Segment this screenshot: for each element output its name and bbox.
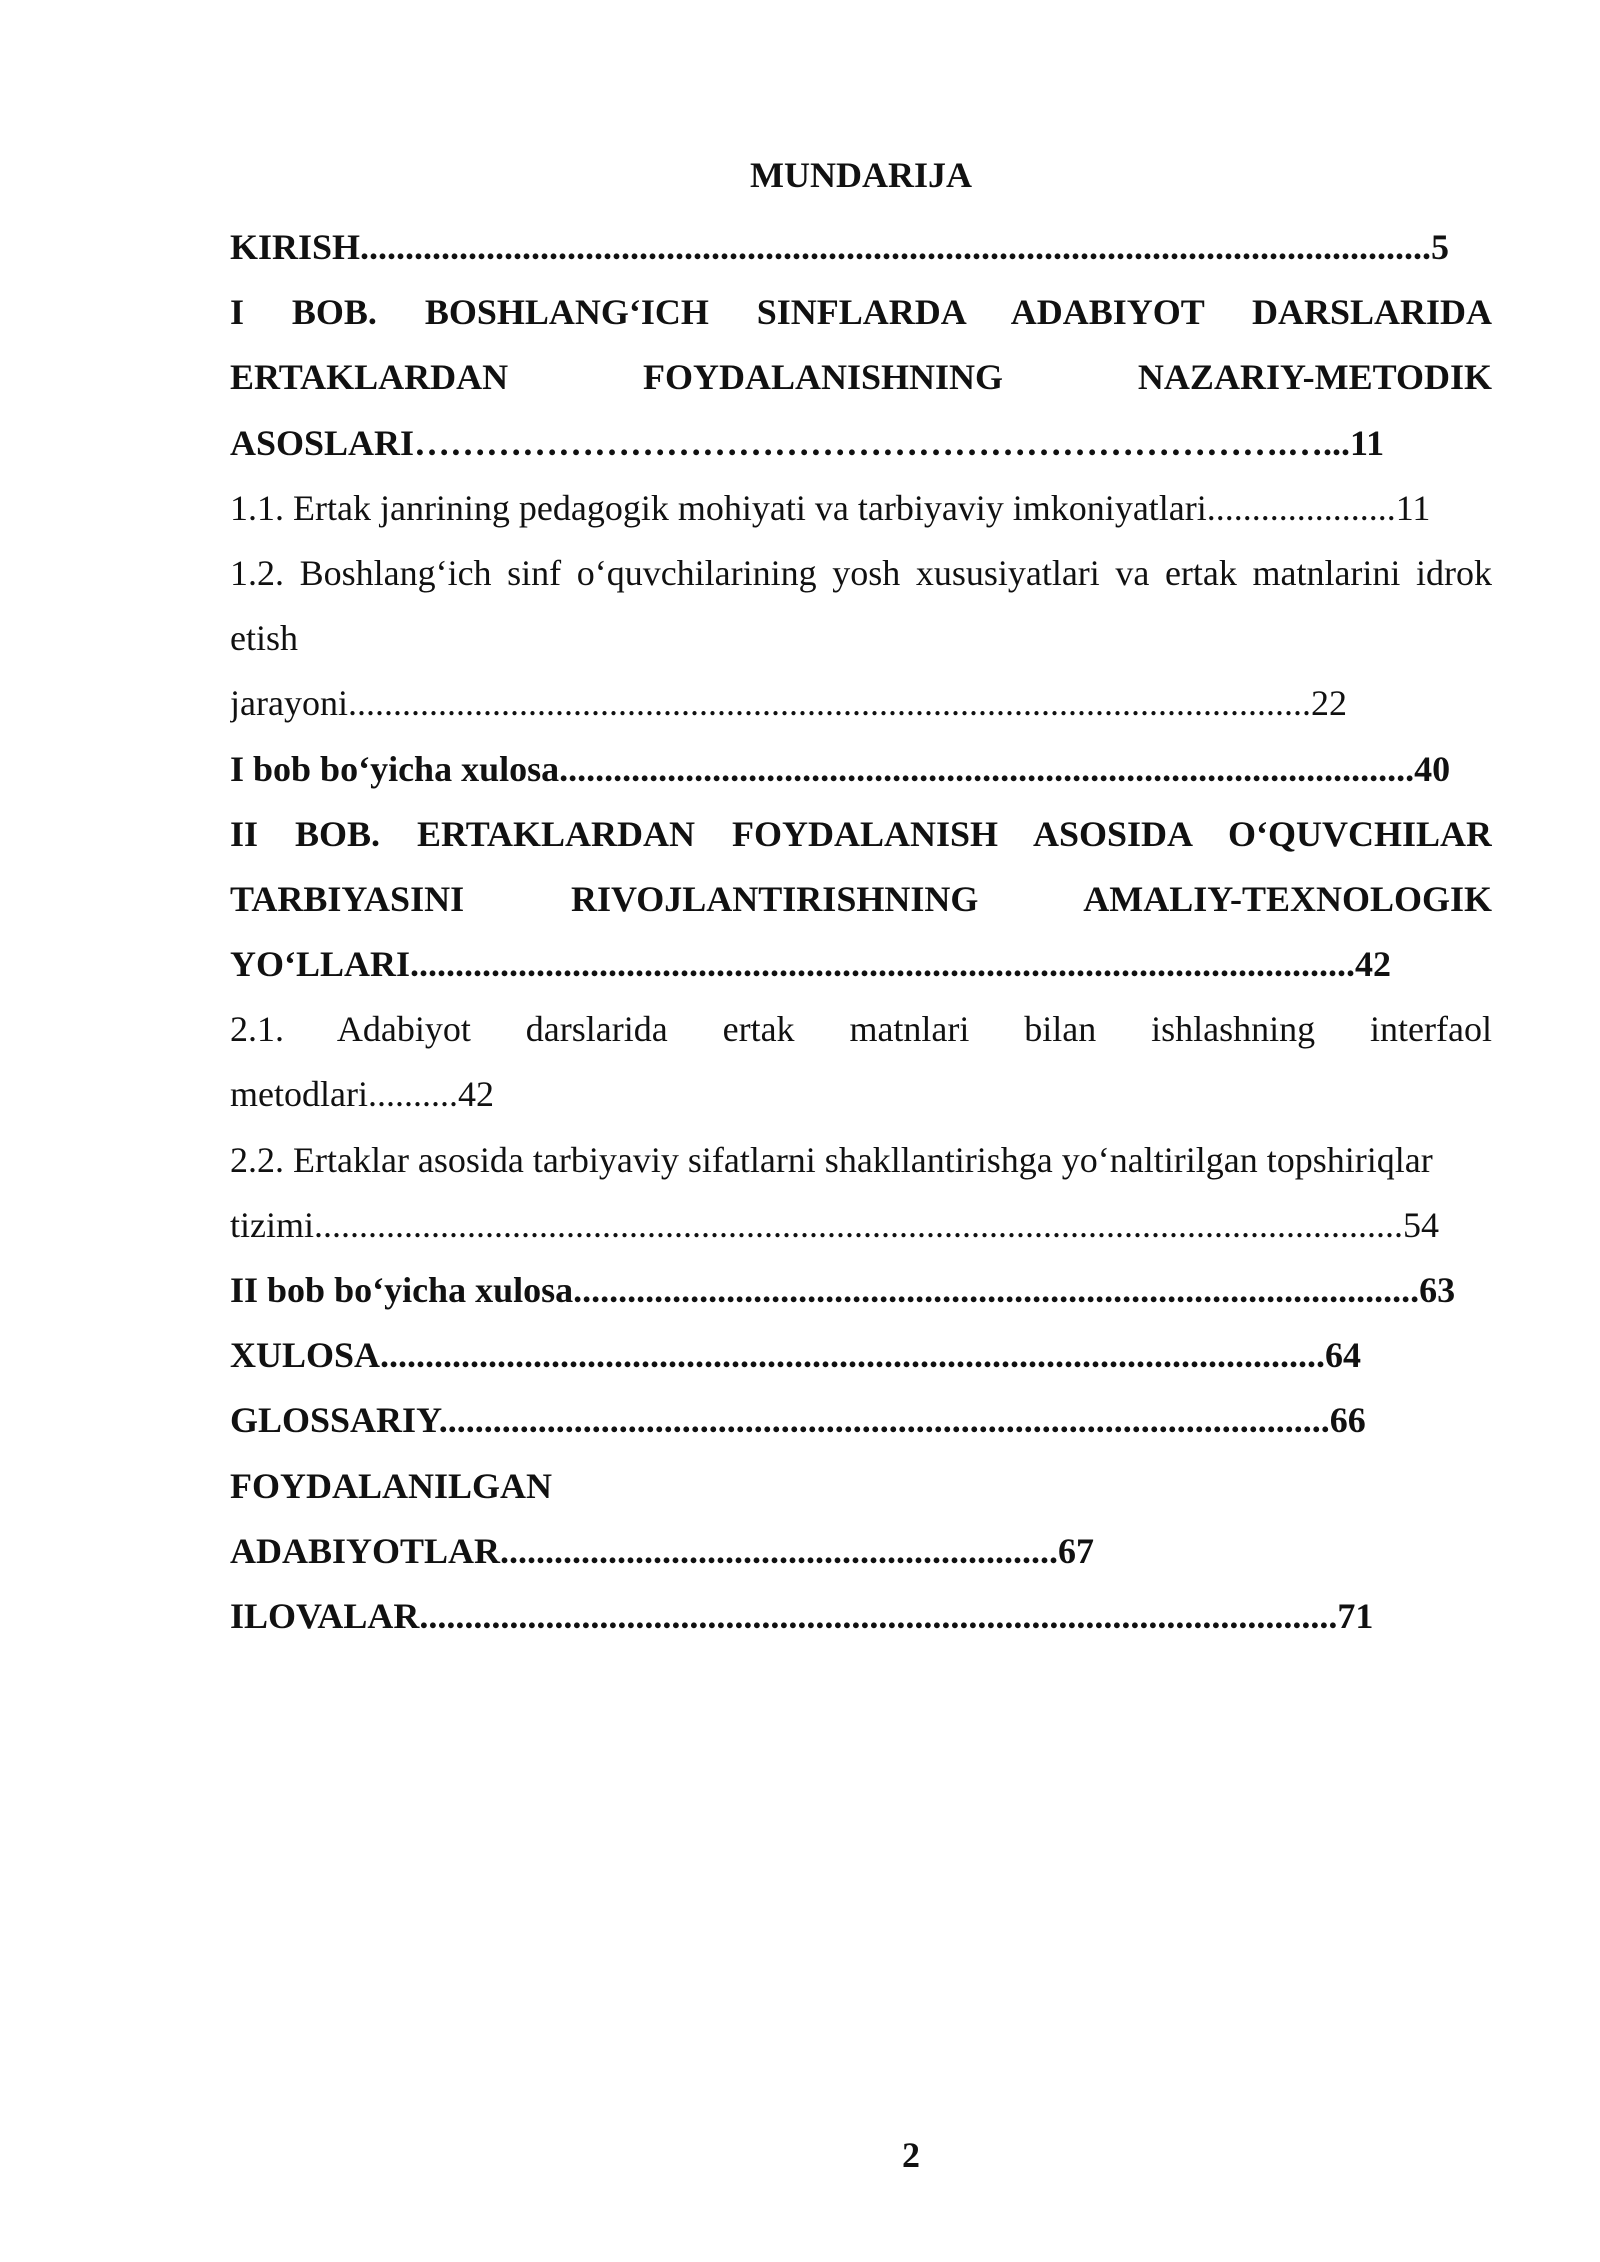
toc-title: MUNDARIJA bbox=[750, 155, 972, 195]
toc-section-2-2-line-1: 2.2. Ertaklar asosida tarbiyaviy sifatlarni shakllantirishga yo‘naltirilgan topshiriqlar bbox=[230, 1139, 1433, 1180]
toc-chapter-2-heading-line-1: II BOB. ERTAKLARDAN FOYDALANISH ASOSIDA O‘QUVCHILAR bbox=[230, 813, 1492, 854]
toc-section-1-2-line-3: jarayoni...........................................................................................................22 bbox=[230, 683, 1347, 724]
toc-section-1-1: 1.1. Ertak janrining pedagogik mohiyati va tarbiyaviy imkoniyatlari.....................11 bbox=[230, 487, 1431, 528]
table-of-contents bbox=[230, 215, 1492, 1649]
toc-chapter-1-summary: I bob bo‘yicha xulosa...............................................................................................40 bbox=[230, 748, 1451, 789]
toc-section-2-1-line-1: 2.1. Adabiyot darslarida ertak matnlari bilan ishlashning interfaol bbox=[230, 1009, 1492, 1050]
toc-chapter-1-heading-line-1: I BOB. BOSHLANG‘ICH SINFLARDA ADABIYOT DARSLARIDA bbox=[230, 292, 1492, 333]
toc-entry-kirish: KIRISH.......................................................................................................................5 bbox=[230, 227, 1450, 267]
toc-section-1-2-line-2: etish bbox=[230, 618, 298, 659]
toc-chapter-1-heading-line-2: ERTAKLARDAN FOYDALANISHNING NAZARIY-METODIK bbox=[230, 357, 1492, 398]
toc-section-2-1-line-2: metodlari..........42 bbox=[230, 1074, 494, 1115]
toc-entry-xulosa: XULOSA.........................................................................................................64 bbox=[230, 1335, 1362, 1376]
toc-entry-references-line-2: ADABIYOTLAR..............................................................67 bbox=[230, 1530, 1095, 1571]
toc-chapter-2-heading-line-2: TARBIYASINI RIVOJLANTIRISHNING AMALIY-TEXNOLOGIK bbox=[230, 878, 1492, 919]
toc-chapter-1-heading-line-3: ASOSLARI……………………………………………………………….…...11 bbox=[230, 422, 1385, 463]
toc-section-2-2-line-2: tizimi.........................................................................................................................54 bbox=[230, 1204, 1439, 1245]
toc-section-1-2-line-1: 1.2. Boshlang‘ich sinf o‘quvchilarining yosh xususiyatlari va ertak matnlarini idrok bbox=[230, 552, 1492, 593]
toc-entry-glossariy: GLOSSARIY...................................................................................................66 bbox=[230, 1400, 1366, 1441]
toc-chapter-2-summary: II bob bo‘yicha xulosa..............................................................................................63 bbox=[230, 1270, 1456, 1310]
toc-entry-references-line-1: FOYDALANILGAN bbox=[230, 1465, 553, 1506]
page-number: 2 bbox=[902, 2135, 920, 2175]
toc-entry-ilovalar: ILOVALAR......................................................................................................71 bbox=[230, 1595, 1374, 1636]
toc-chapter-2-heading-line-3: YO‘LLARI.........................................................................................................42 bbox=[230, 944, 1392, 985]
